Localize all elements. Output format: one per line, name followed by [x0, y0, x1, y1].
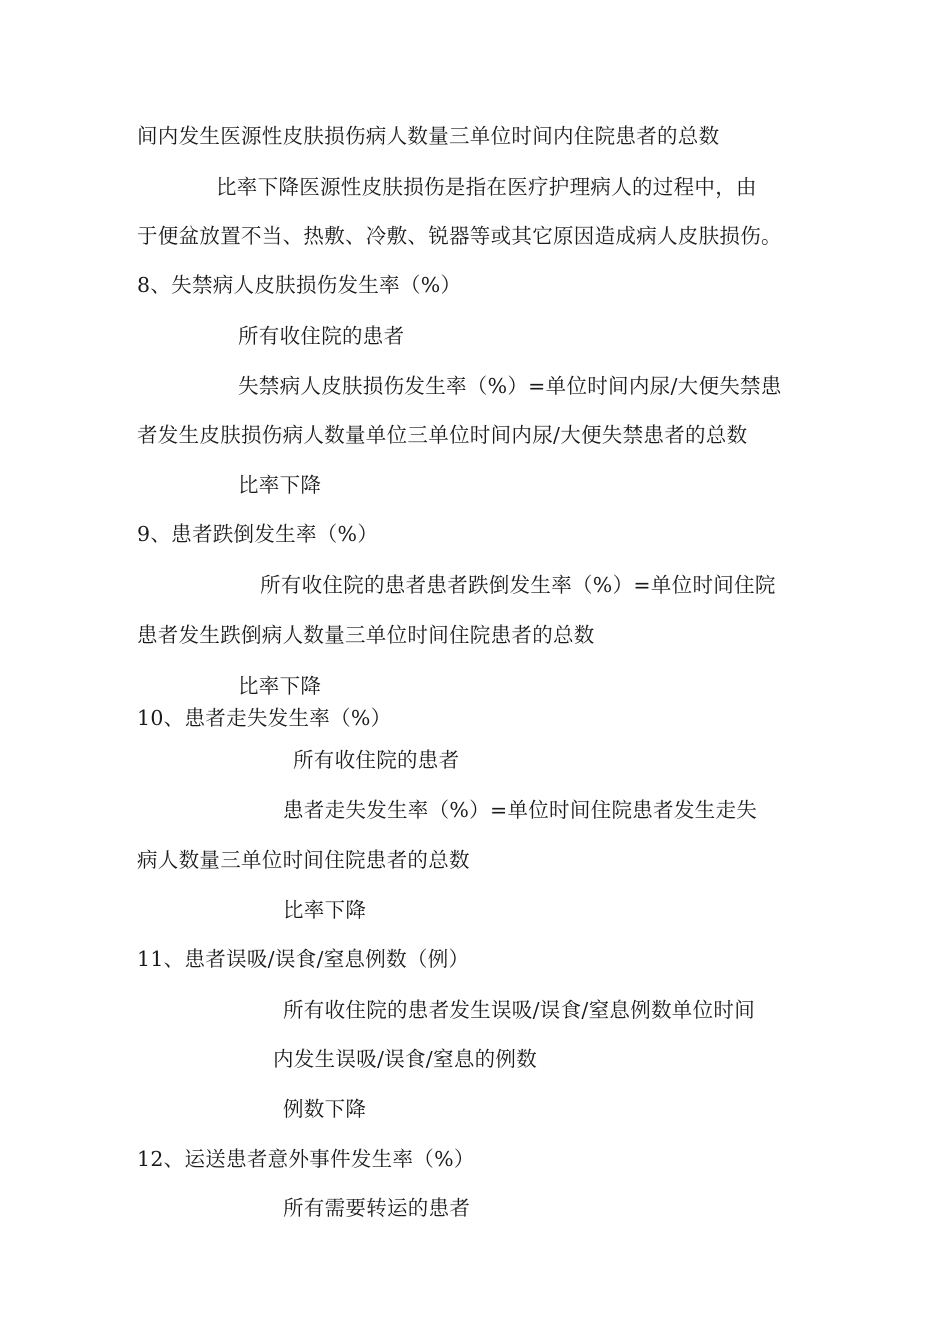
section-heading: 8、失禁病人皮肤损伤发生率（%） [137, 273, 462, 297]
text-line: 比率下降 [238, 674, 322, 698]
text-line: 比率下降医源性皮肤损伤是指在医疗护理病人的过程中，由 [216, 175, 757, 199]
text-line: 内发生误吸/误食/窒息的例数 [273, 1047, 538, 1071]
text-line: 比率下降 [238, 473, 322, 497]
text-line: 比率下降 [283, 898, 367, 922]
text-line: 病人数量三单位时间住院患者的总数 [137, 848, 470, 872]
text-line: 所有收住院的患者 [293, 748, 460, 772]
text-line: 患者发生跌倒病人数量三单位时间住院患者的总数 [137, 623, 595, 647]
text-line: 于便盆放置不当、热敷、冷敷、锐器等或其它原因造成病人皮肤损伤。 [137, 224, 782, 248]
text-line: 患者走失发生率（%）=单位时间住院患者发生走失 [283, 798, 758, 822]
section-heading: 11、患者误吸/误食/窒息例数（例） [137, 947, 470, 971]
section-heading: 9、患者跌倒发生率（%） [137, 522, 379, 546]
text-line: 间内发生医源性皮肤损伤病人数量三单位时间内住院患者的总数 [137, 124, 720, 148]
section-heading: 10、患者走失发生率（%） [137, 706, 392, 730]
text-line: 者发生皮肤损伤病人数量单位三单位时间内尿/大便失禁患者的总数 [137, 423, 748, 447]
text-line: 所有收住院的患者发生误吸/误食/窒息例数单位时间 [283, 998, 756, 1022]
section-heading: 12、运送患者意外事件发生率（%） [137, 1147, 475, 1171]
text-line: 例数下降 [283, 1097, 367, 1121]
text-line: 所有需要转运的患者 [283, 1196, 471, 1220]
text-line: 所有收住院的患者 [238, 324, 405, 348]
text-line: 所有收住院的患者患者跌倒发生率（%）=单位时间住院 [260, 573, 776, 597]
text-line: 失禁病人皮肤损伤发生率（%）=单位时间内尿/大便失禁患 [238, 374, 782, 398]
